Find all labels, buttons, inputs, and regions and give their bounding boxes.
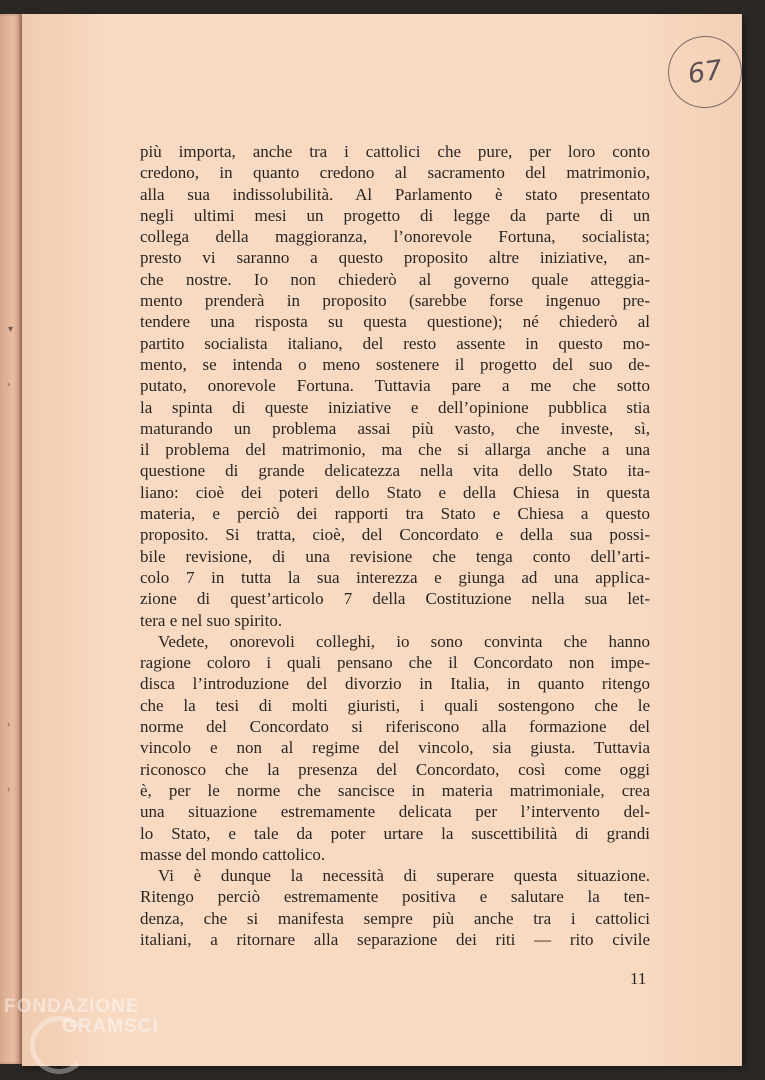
text-line: Vedete, onorevoli colleghi, io sono convinta che hanno [158,631,650,651]
margin-mark: › [7,719,11,730]
text-line: che nostre. Io non chiederò al governo quale atteggia- [140,269,650,289]
paragraph [140,141,650,631]
text-line: bile revisione, di una revisione che tenga conto dell’arti- [140,546,650,566]
body-text [140,141,650,950]
text-line: Ritengo perciò estremamente positiva e salutare la ten- [140,887,650,907]
text-line: tendere una risposta su questa questione); né chiederò al [140,312,650,332]
text-line: presto vi saranno a questo proposito altre iniziative, an- [140,248,650,268]
text-line: collega della maggioranza, l’onorevole Fortuna, socialista; [140,227,650,247]
text-line: italiani, a ritornare alla separazione dei riti — rito civile [140,929,650,949]
text-line: Vi è dunque la necessità di superare questa situazione. [158,866,650,886]
text-line: mento, se intenda o meno sostenere il progetto del suo de- [140,354,650,374]
watermark [4,996,194,1038]
paragraph [140,865,650,950]
margin-mark: › [7,379,11,390]
watermark-line: GRAMSCI [62,1016,159,1037]
text-line: ragione coloro i quali pensano che il Concordato non impe- [140,653,650,673]
watermark-line: FONDAZIONE [4,996,140,1017]
text-line: mento prenderà in proposito (sarebbe forse ingenuo pre- [140,291,650,311]
text-line: maturando un problema assai più vasto, che investe, sì, [140,418,650,438]
text-line: liano: cioè dei poteri dello Stato e della Chiesa in questa [140,482,650,502]
text-line: disca l’introduzione del divorzio in Italia, in quanto ritengo [140,674,650,694]
text-line: norme del Concordato si riferiscono alla formazione del [140,717,650,737]
text-line: zione di quest’articolo 7 della Costituzione nella sua let- [140,589,650,609]
previous-page-edge [0,14,22,1064]
text-line: masse del mondo cattolico. [140,844,326,864]
text-line: la spinta di queste iniziative e dell’opinione pubblica stia [140,397,650,417]
text-line: riconosco che la presenza del Concordato, così come oggi [140,759,650,779]
book-page [22,14,742,1066]
text-line: questione di grande delicatezza nella vita dello Stato ita- [140,461,650,481]
text-line: denza, che si manifesta sempre più anche tra i cattolici [140,908,650,928]
text-line: credono, in quanto credono al sacramento del matrimonio, [140,163,650,183]
archive-page-stamp: 67 [663,31,746,113]
text-line: partito socialista italiano, del resto assente in questo mo- [140,333,650,353]
margin-mark: › [7,784,11,795]
text-line: vincolo e non al regime del vincolo, sia giusta. Tuttavia [140,738,650,758]
text-line: il problema del matrimonio, ma che si allarga anche a una [140,440,650,460]
page-number: 11 [630,969,647,988]
margin-mark: ▾ [8,324,14,335]
text-line: putato, onorevole Fortuna. Tuttavia pare a me che sotto [140,376,650,396]
paragraph [140,631,650,865]
text-line: colo 7 in tutta la sua interezza e giunga ad una applica- [140,567,650,587]
text-line: tera e nel suo spirito. [140,610,283,630]
text-line: che la tesi di molti giuristi, i quali sostengono che le [140,695,650,715]
text-line: materia, e perciò dei rapporti tra Stato e Chiesa a questo [140,504,650,524]
text-line: alla sua indissolubilità. Al Parlamento è stato presentato [140,184,650,204]
text-line: è, per le norme che sancisce in materia matrimoniale, crea [140,780,650,800]
text-line: più importa, anche tra i cattolici che pure, per loro conto [140,142,650,161]
text-line: proposito. Si tratta, cioè, del Concordato e della sua possi- [140,525,650,545]
text-line: lo Stato, e tale da poter urtare la suscettibilità di grandi [140,823,650,843]
text-line: una situazione estremamente delicata per l’intervento del- [140,802,650,822]
text-line: negli ultimi mesi un progetto di legge da parte di un [140,205,650,225]
